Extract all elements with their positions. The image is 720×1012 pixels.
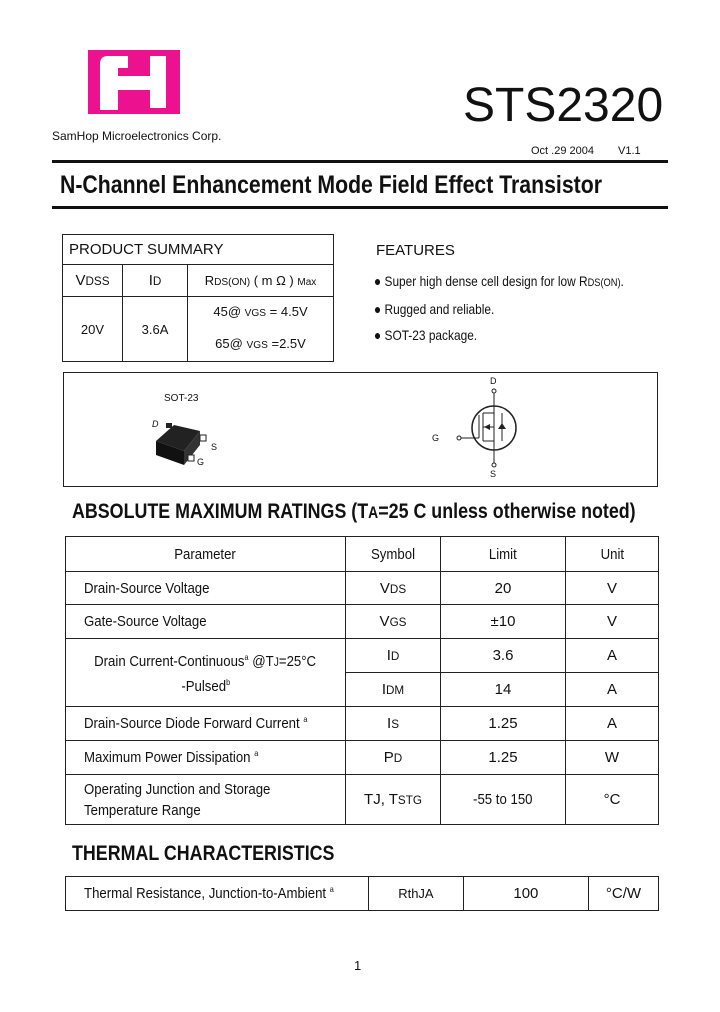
divider xyxy=(52,206,668,209)
feature-item: ● Rugged and reliable. xyxy=(374,301,495,317)
table-row: Drain Current-Continuous$^a$ @TJ=25°C -Pulsed$^b$ ID 3.6 A xyxy=(66,639,659,673)
id-value: 3.6A xyxy=(123,297,188,362)
document-title: N-Channel Enhancement Mode Field Effect Transistor xyxy=(60,171,602,199)
feature-item: ● Super high dense cell design for low RDS(ON). xyxy=(374,273,624,289)
table-row: Drain-Source Diode Forward Current $^a$ IS 1.25 A xyxy=(66,707,659,741)
header-symbol: Symbol xyxy=(346,537,441,572)
divider xyxy=(52,160,668,163)
schematic-pin-d: D xyxy=(490,376,497,386)
mosfet-symbol-icon xyxy=(439,383,519,483)
thermal-title: THERMAL CHARACTERISTICS xyxy=(72,842,335,865)
header-limit: Limit xyxy=(441,537,566,572)
version: V1.1 xyxy=(618,145,641,157)
package-diagram xyxy=(63,372,658,487)
amr-table xyxy=(65,536,659,825)
page-number: 1 xyxy=(354,958,362,973)
pin-d-label: D xyxy=(152,419,159,429)
feature-item: ● SOT-23 package. xyxy=(374,327,478,343)
rds-header: RDS(ON) ( m Ω ) Max xyxy=(188,265,334,297)
thermal-table xyxy=(65,876,659,911)
amr-title: ABSOLUTE MAXIMUM RATINGS (TA=25 C unless otherwise noted) xyxy=(72,500,636,523)
company-name: SamHop Microelectronics Corp. xyxy=(52,129,222,143)
header-unit: Unit xyxy=(566,537,659,572)
header-parameter: Parameter xyxy=(66,537,346,572)
table-row: Operating Junction and Storage Temperature Range TJ, TSTG -55 to 150 °C xyxy=(66,775,659,825)
samhop-logo xyxy=(88,50,180,114)
vdss-header: VDSS xyxy=(63,265,123,297)
table-row: Gate-Source Voltage VGS ±10 V xyxy=(66,605,659,639)
table-row: Thermal Resistance, Junction-to-Ambient $^a$ RthJA 100 °C/W xyxy=(66,877,659,911)
summary-title: PRODUCT SUMMARY xyxy=(63,235,334,265)
features-list xyxy=(374,268,668,348)
part-number: STS2320 xyxy=(463,79,664,132)
package-label: SOT-23 xyxy=(164,393,199,404)
table-row: IDM 14 A xyxy=(66,673,659,707)
table-row: Drain-Source Voltage VDS 20 V xyxy=(66,572,659,605)
schematic-pin-s: S xyxy=(490,469,497,479)
product-summary-table xyxy=(62,234,334,362)
rds-values: 45@ VGS = 4.5V 65@ VGS =2.5V xyxy=(188,297,334,362)
pin-g-label: G xyxy=(197,457,205,467)
features-title: FEATURES xyxy=(376,242,455,259)
vdss-value: 20V xyxy=(63,297,123,362)
date: Oct .29 2004 xyxy=(531,145,594,157)
schematic-pin-g: G xyxy=(432,433,440,443)
id-header: ID xyxy=(123,265,188,297)
table-row: Maximum Power Dissipation $^a$ PD 1.25 W xyxy=(66,741,659,775)
pin-s-label: S xyxy=(211,442,218,452)
